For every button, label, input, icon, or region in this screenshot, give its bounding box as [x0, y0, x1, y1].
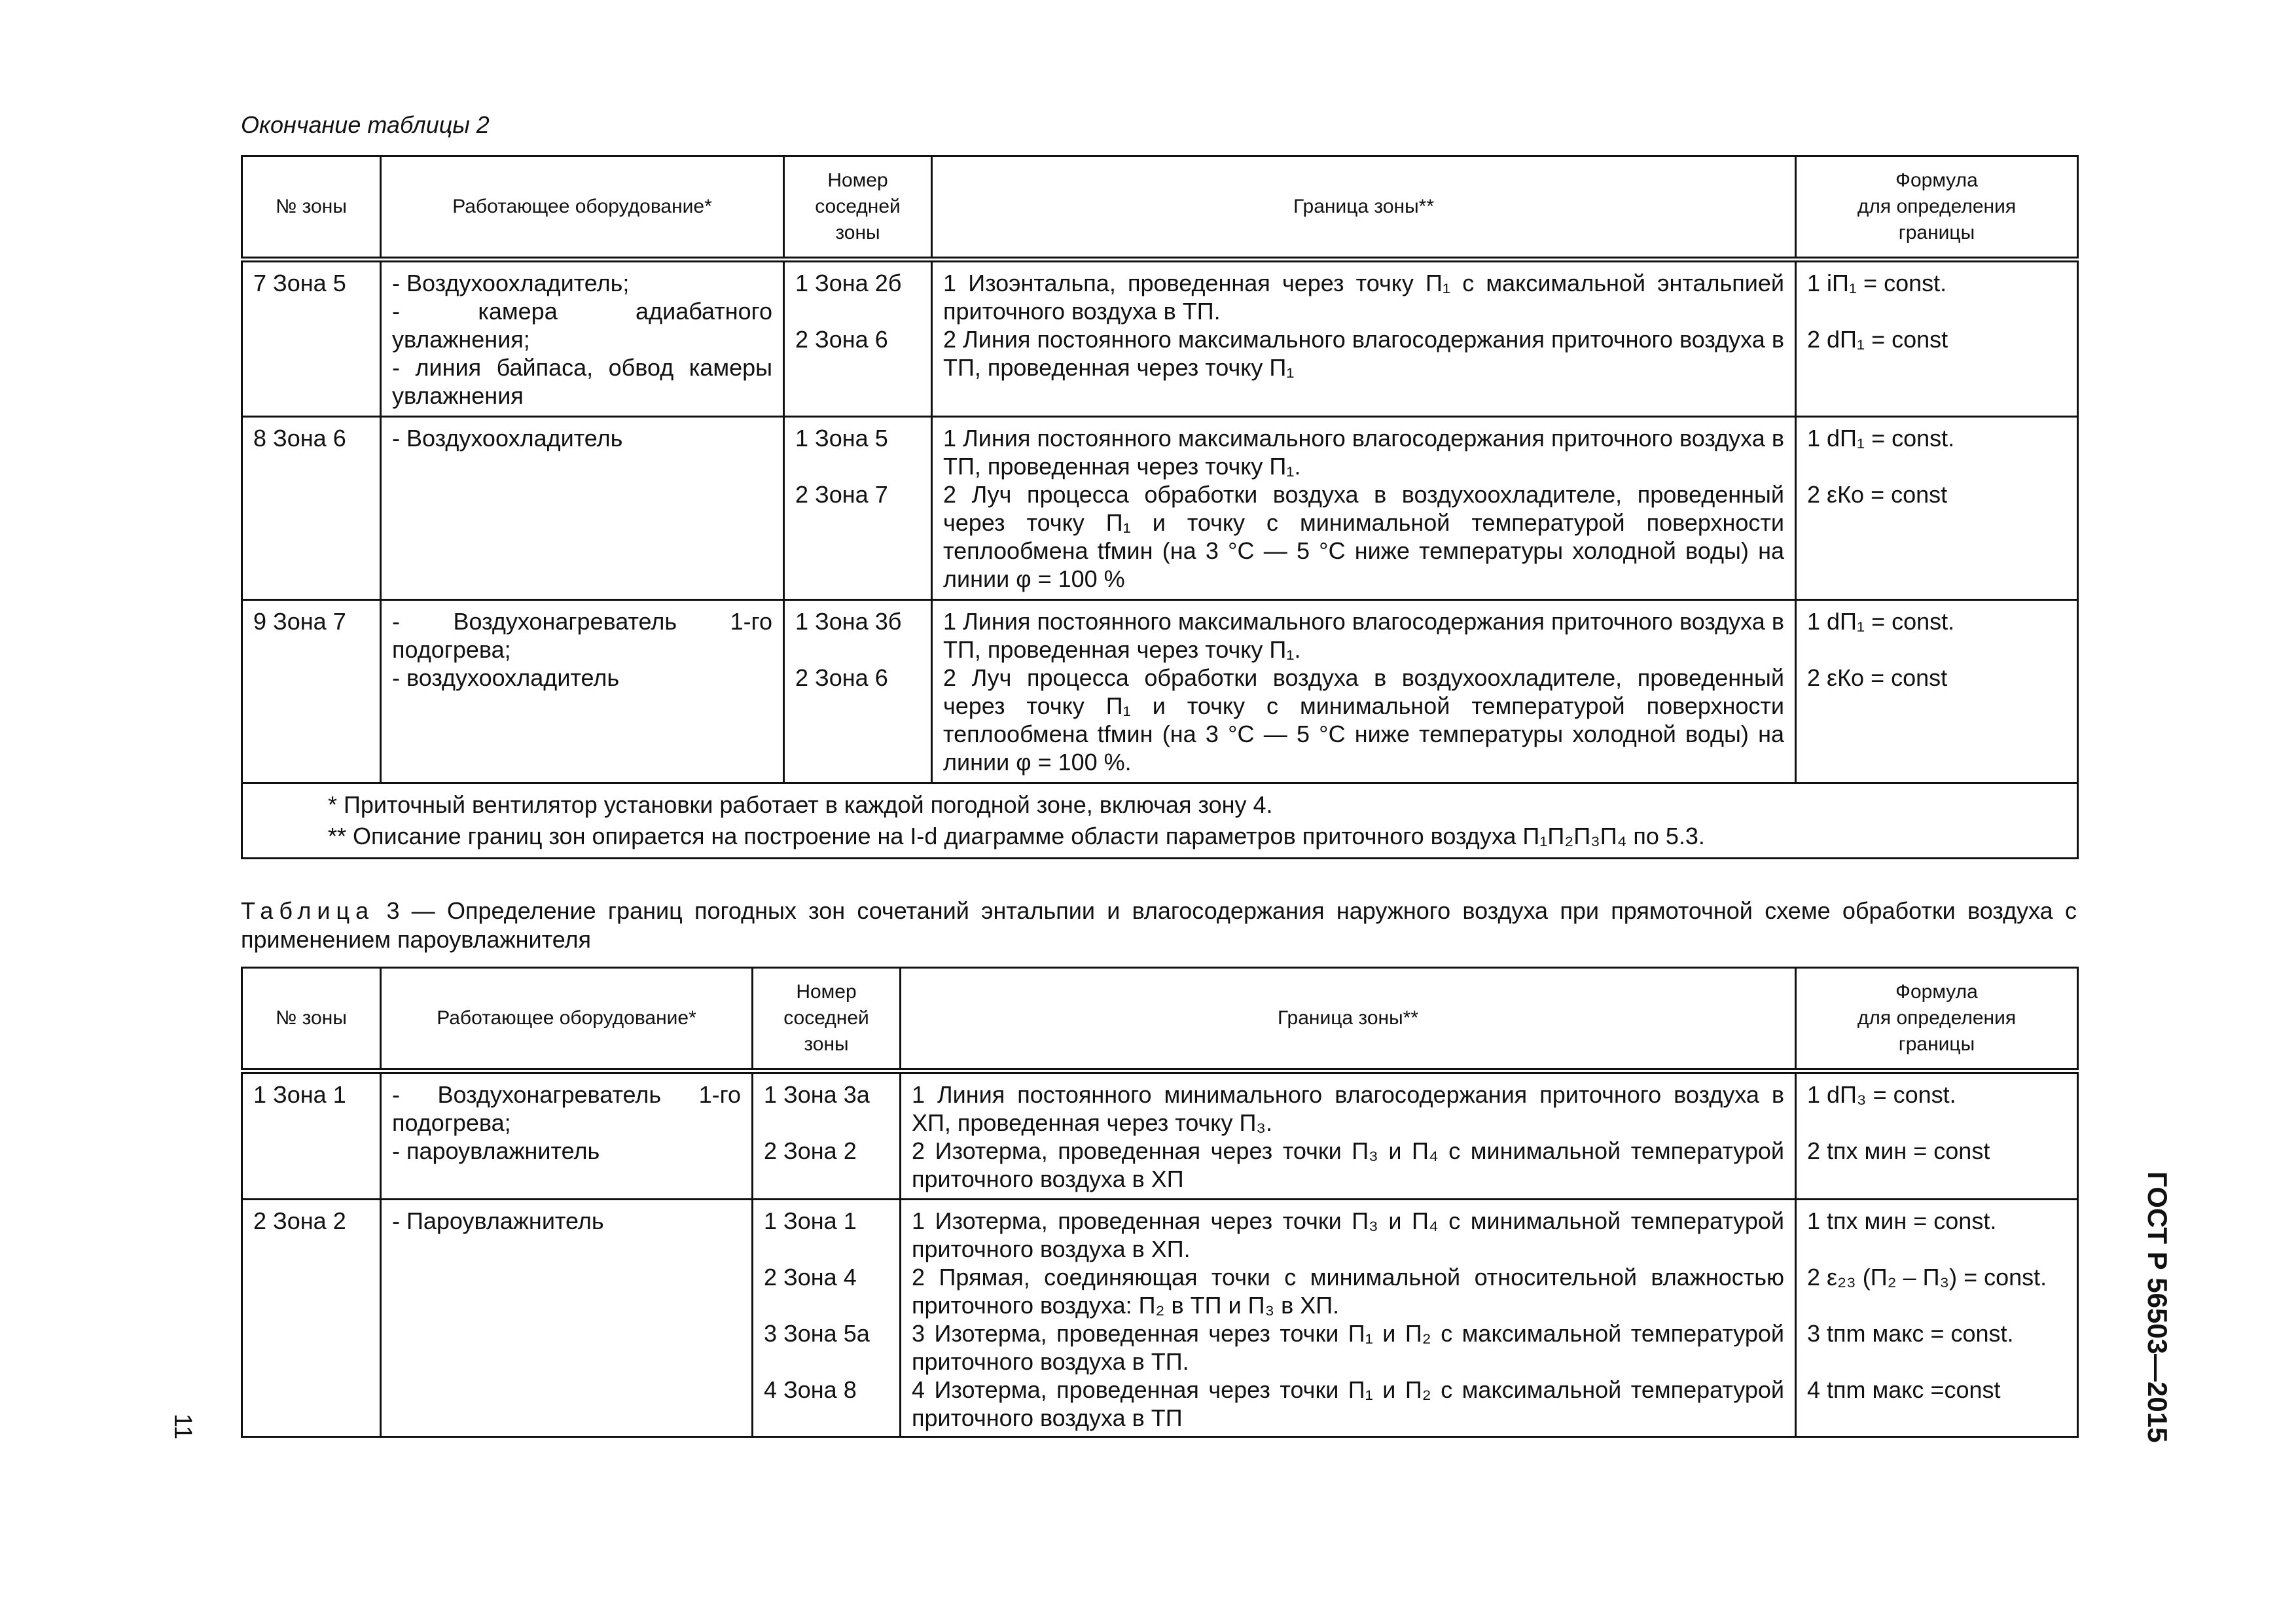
header-neighbor: Номер соседней зоны [753, 968, 901, 1071]
footnote-row [242, 783, 2078, 859]
equipment-cell: - Воздухоохладитель [381, 417, 784, 600]
standard-designation: ГОСТ Р 56503—2015 [2142, 1171, 2173, 1443]
neighbor-cell: 1 Зона 1 2 Зона 4 3 Зона 5а 4 Зона 8 [753, 1200, 901, 1437]
table-row [242, 1200, 2078, 1437]
neighbor-cell: 1 Зона 3а 2 Зона 2 [753, 1071, 901, 1200]
equipment-cell: - Воздухонагреватель 1-го подогрева; - воздухоохладитель [381, 600, 784, 783]
table-row [242, 417, 2078, 600]
equipment-cell: - Воздухонагреватель 1-го подогрева; - пароувлажнитель [381, 1071, 753, 1200]
header-zone-no: № зоны [242, 156, 381, 260]
table-2 [241, 155, 2079, 859]
neighbor-cell: 1 Зона 3б 2 Зона 6 [784, 600, 932, 783]
header-boundary: Граница зоны** [932, 156, 1796, 260]
table-row [242, 1071, 2078, 1200]
zone-cell: 9 Зона 7 [242, 600, 381, 783]
neighbor-cell: 1 Зона 5 2 Зона 7 [784, 417, 932, 600]
equipment-cell: - Воздухоохладитель; - камера адиабатного увлажнения; - линия байпаса, обвод камеры увлажнения [381, 260, 784, 417]
header-boundary: Граница зоны** [901, 968, 1796, 1071]
zone-cell: 8 Зона 6 [242, 417, 381, 600]
zone-cell: 7 Зона 5 [242, 260, 381, 417]
boundary-cell: 1 Линия постоянного минимального влагосодержания приточного воздуха в ХП, проведенная через точку П₃. 2 Изотерма, проведенная через точки П₃ и П₄ с минимальной температурой приточного воздуха в ХП [901, 1071, 1796, 1200]
footnote-2: ** Описание границ зон опирается на построение на I-d диаграмме области параметров приточного воздуха П₁П₂П₃П₄ по 5.3. [328, 823, 1705, 849]
table-row [242, 260, 2078, 417]
table-3 [241, 967, 2079, 1438]
table-row [242, 600, 2078, 783]
header-neighbor: Номер соседней зоны [784, 156, 932, 260]
formula-cell: 1 tпх мин = const. 2 ε₂₃ (П₂ – П₃) = const. 3 tпm макс = const. 4 tпm макс =const [1796, 1200, 2078, 1437]
table-header-row [242, 156, 2078, 260]
equipment-cell: - Пароувлажнитель [381, 1200, 753, 1437]
formula-cell: 1 dП₃ = const. 2 tпх мин = const [1796, 1071, 2078, 1200]
header-formula: Формула для определения границы [1796, 156, 2078, 260]
header-equipment: Работающее оборудование* [381, 156, 784, 260]
formula-cell: 1 dП₁ = const. 2 εКо = const [1796, 417, 2078, 600]
header-equipment: Работающее оборудование* [381, 968, 753, 1071]
table-caption: Окончание таблицы 2 [241, 111, 490, 138]
header-zone-no: № зоны [242, 968, 381, 1071]
header-formula: Формула для определения границы [1796, 968, 2078, 1071]
zone-cell: 2 Зона 2 [242, 1200, 381, 1437]
boundary-cell: 1 Изотерма, проведенная через точки П₃ и П₄ с минимальной температурой приточного воздуха в ХП. 2 Прямая, соединяющая точки с минимальной относительной влажностью приточного воздуха: П₂ в ТП и П₃ в ХП. 3 Изотерма, проведенная через точки П₁ и П₂ с максимальной температурой приточного воздуха в ТП. 4 Изотерма, проведенная через точки П₁ и П₂ с максимальной температурой приточного воздуха в ТП [901, 1200, 1796, 1437]
footnote-1: * Приточный вентилятор установки работает в каждой погодной зоне, включая зону 4. [328, 791, 1273, 818]
footnotes [242, 783, 2078, 859]
boundary-cell: 1 Линия постоянного максимального влагосодержания приточного воздуха в ТП, проведенная через точку П₁. 2 Луч процесса обработки воздуха в воздухоохладителе, проведенный через точку П₁ и точку с минимальной температурой поверхности теплообмена tfмин (на 3 °С — 5 °С ниже температуры холодной воды) на линии φ = 100 %. [932, 600, 1796, 783]
neighbor-cell: 1 Зона 2б 2 Зона 6 [784, 260, 932, 417]
page-number: 11 [169, 1414, 196, 1440]
boundary-cell: 1 Изоэнтальпа, проведенная через точку П₁ с максимальной энтальпией приточного воздуха в ТП. 2 Линия постоянного максимального влагосодержания приточного воздуха в ТП, проведенная через точку П₁ [932, 260, 1796, 417]
table-3-title: Таблица 3 — Определение границ погодных зон сочетаний энтальпии и влагосодержания наружного воздуха при прямоточной схеме обработки воздуха с применением пароувлажнителя [241, 897, 2077, 953]
formula-cell: 1 dП₁ = const. 2 εКо = const [1796, 600, 2078, 783]
formula-cell: 1 iП₁ = const. 2 dП₁ = const [1796, 260, 2078, 417]
table-header-row [242, 968, 2078, 1071]
boundary-cell: 1 Линия постоянного максимального влагосодержания приточного воздуха в ТП, проведенная через точку П₁. 2 Луч процесса обработки воздуха в воздухоохладителе, проведенный через точку П₁ и точку с минимальной температурой поверхности теплообмена tfмин (на 3 °С — 5 °С ниже температуры холодной воды) на линии φ = 100 % [932, 417, 1796, 600]
zone-cell: 1 Зона 1 [242, 1071, 381, 1200]
